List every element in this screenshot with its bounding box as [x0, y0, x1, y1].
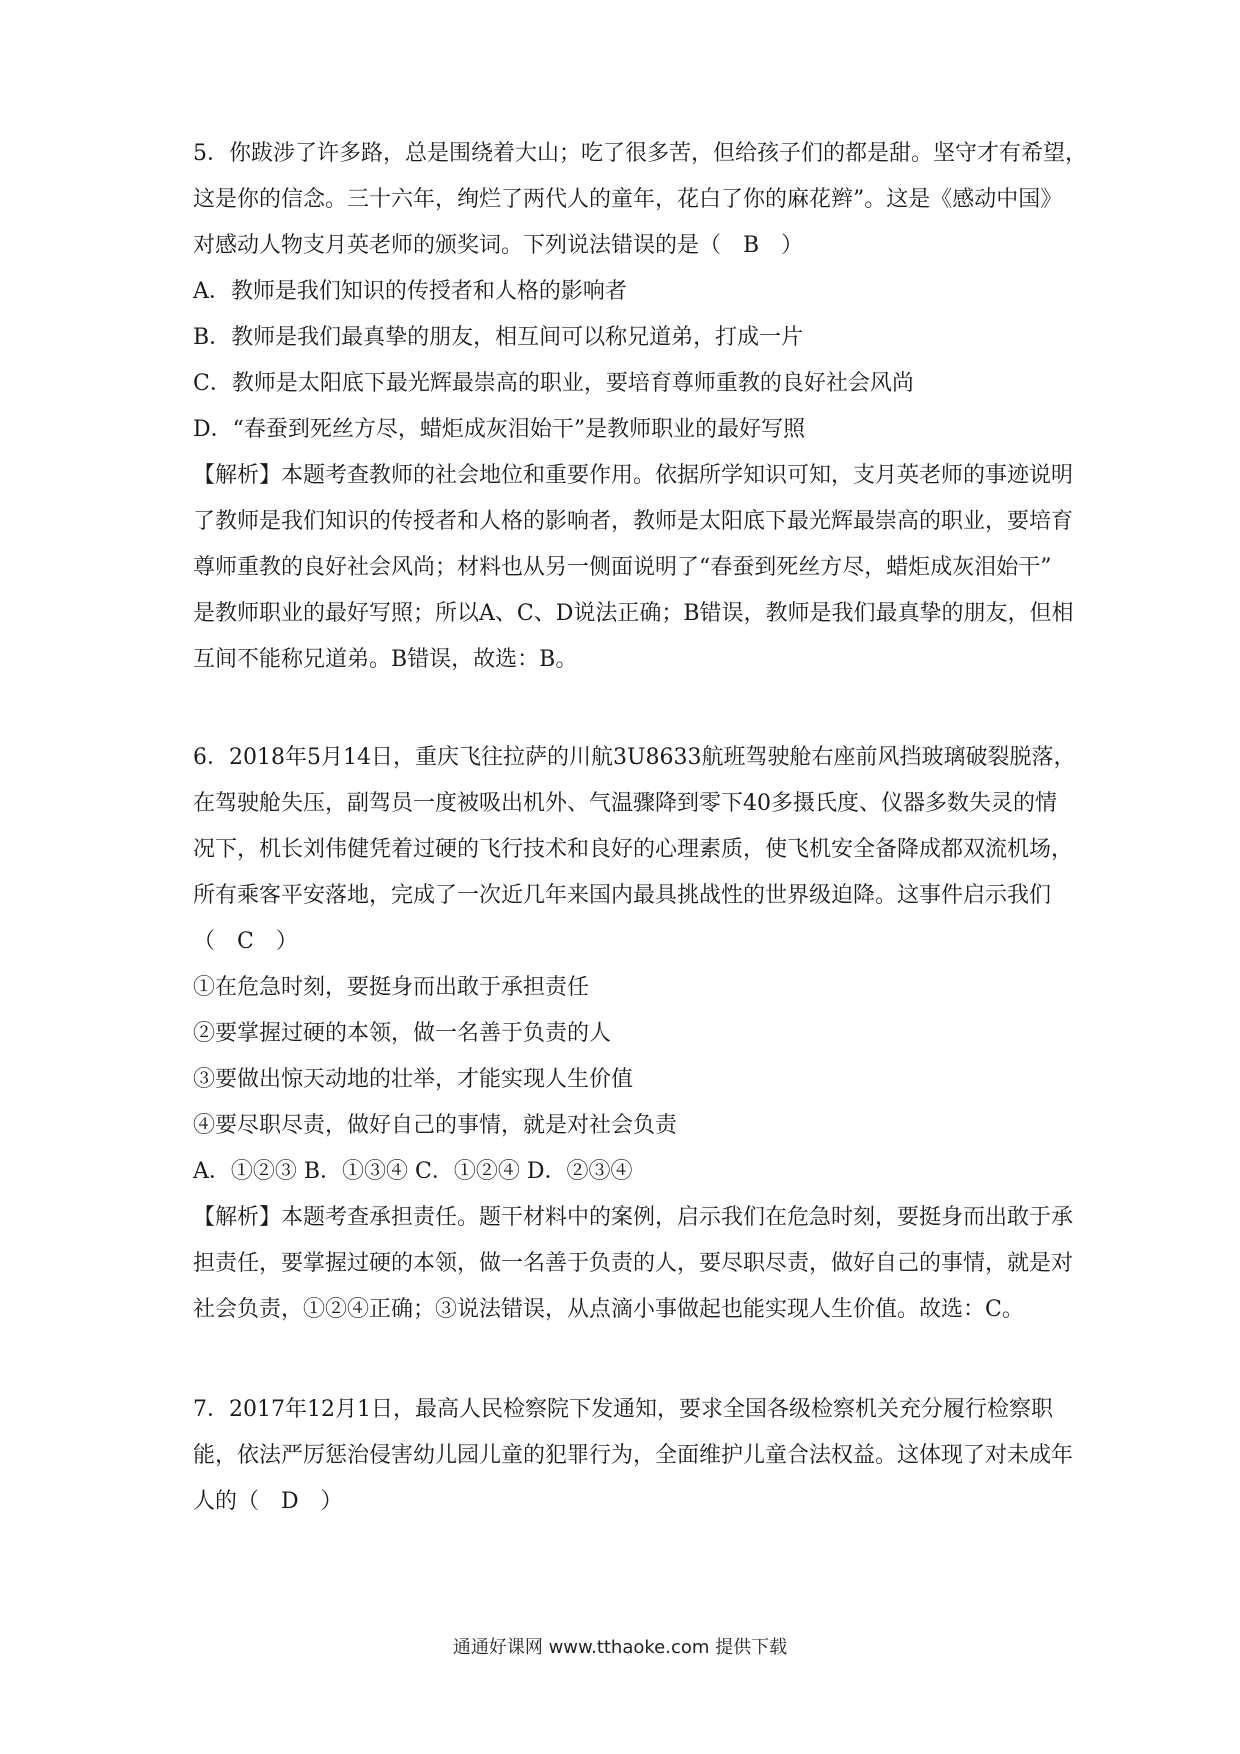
question-5-option-a: A．教师是我们知识的传授者和人格的影响者 — [193, 279, 627, 304]
question-5-analysis-line-3: 尊师重教的良好社会风尚；材料也从另一侧面说明了“春蚕到死丝方尽，蜡炬成灰泪始干” — [193, 555, 1052, 580]
page-footer: 通通好课网 www.tthaoke.com 提供下载 — [452, 1637, 788, 1658]
question-6-analysis-line-2: 担责任，要掌握过硬的本领，做一名善于负责的人，要尽职尽责，做好自己的事情，就是对 — [193, 1251, 1074, 1276]
question-5-option-b: B．教师是我们最真挚的朋友，相互间可以称兄道弟，打成一片 — [193, 325, 804, 350]
question-7-stem-line-2: 能，依法严厉惩治侵害幼儿园儿童的犯罪行为，全面维护儿童合法权益。这体现了对未成年 — [193, 1443, 1074, 1468]
question-5-analysis-line-1: 【解析】本题考查教师的社会地位和重要作用。依据所学知识可知，支月英老师的事迹说明 — [193, 463, 1074, 488]
question-6-stem-line-1: 6．2018年5月14日，重庆飞往拉萨的川航3U8633航班驾驶舱右座前风挡玻璃破裂脱落， — [193, 745, 1076, 770]
question-6-option-1: ①在危急时刻，要挺身而出敢于承担责任 — [193, 975, 590, 1000]
question-6-option-2: ②要掌握过硬的本领，做一名善于负责的人 — [193, 1021, 612, 1046]
question-5-analysis-line-5: 互间不能称兄道弟。B错误，故选：B。 — [193, 647, 578, 672]
question-6-stem-line-5: （ C ） — [193, 929, 298, 954]
question-6-analysis-line-3: 社会负责，①②④正确；③说法错误，从点滴小事做起也能实现人生价值。故选：C。 — [193, 1297, 1024, 1322]
question-5-stem-line-2: 这是你的信念。三十六年，绚烂了两代人的童年，花白了你的麻花辫”。这是《感动中国》 — [193, 187, 1063, 212]
question-5-option-c: C．教师是太阳底下最光辉最崇高的职业，要培育尊师重教的良好社会风尚 — [193, 371, 914, 396]
question-7-stem-line-3: 人的（ D ） — [193, 1489, 343, 1514]
question-5-stem-line-1: 5．你跋涉了许多路，总是围绕着大山；吃了很多苦，但给孩子们的都是甜。坚守才有希望， — [193, 141, 1088, 166]
question-5-stem-line-3: 对感动人物支月英老师的颁奖词。下列说法错误的是（ B ） — [193, 233, 804, 258]
question-6-choices: A．①②③ B．①③④ C．①②④ D．②③④ — [193, 1159, 633, 1184]
question-6-stem-line-4: 所有乘客平安落地，完成了一次近几年来国内最具挑战性的世界级迫降。这事件启示我们 — [193, 883, 1052, 908]
question-5-analysis-line-4: 是教师职业的最好写照；所以A、C、D说法正确；B错误，教师是我们最真挚的朋友，但相 — [193, 601, 1074, 626]
question-6-option-3: ③要做出惊天动地的壮举，才能实现人生价值 — [193, 1067, 634, 1092]
question-5-analysis-line-2: 了教师是我们知识的传授者和人格的影响者，教师是太阳底下最光辉最崇高的职业，要培育 — [193, 509, 1074, 534]
question-6-stem-line-3: 况下，机长刘伟健凭着过硬的飞行技术和良好的心理素质，使飞机安全备降成都双流机场， — [193, 837, 1074, 862]
question-6-analysis-line-1: 【解析】本题考查承担责任。题干材料中的案例，启示我们在危急时刻，要挺身而出敢于承 — [193, 1205, 1074, 1230]
question-6-option-4: ④要尽职尽责，做好自己的事情，就是对社会负责 — [193, 1113, 678, 1138]
question-6-stem-line-2: 在驾驶舱失压，副驾员一度被吸出机外、气温骤降到零下40多摄氏度、仪器多数失灵的情 — [193, 791, 1057, 816]
question-5-option-d: D．“春蚕到死丝方尽，蜡炬成灰泪始干”是教师职业的最好写照 — [193, 417, 806, 442]
question-7-stem-line-1: 7．2017年12月1日，最高人民检察院下发通知，要求全国各级检察机关充分履行检察职 — [193, 1397, 1053, 1422]
